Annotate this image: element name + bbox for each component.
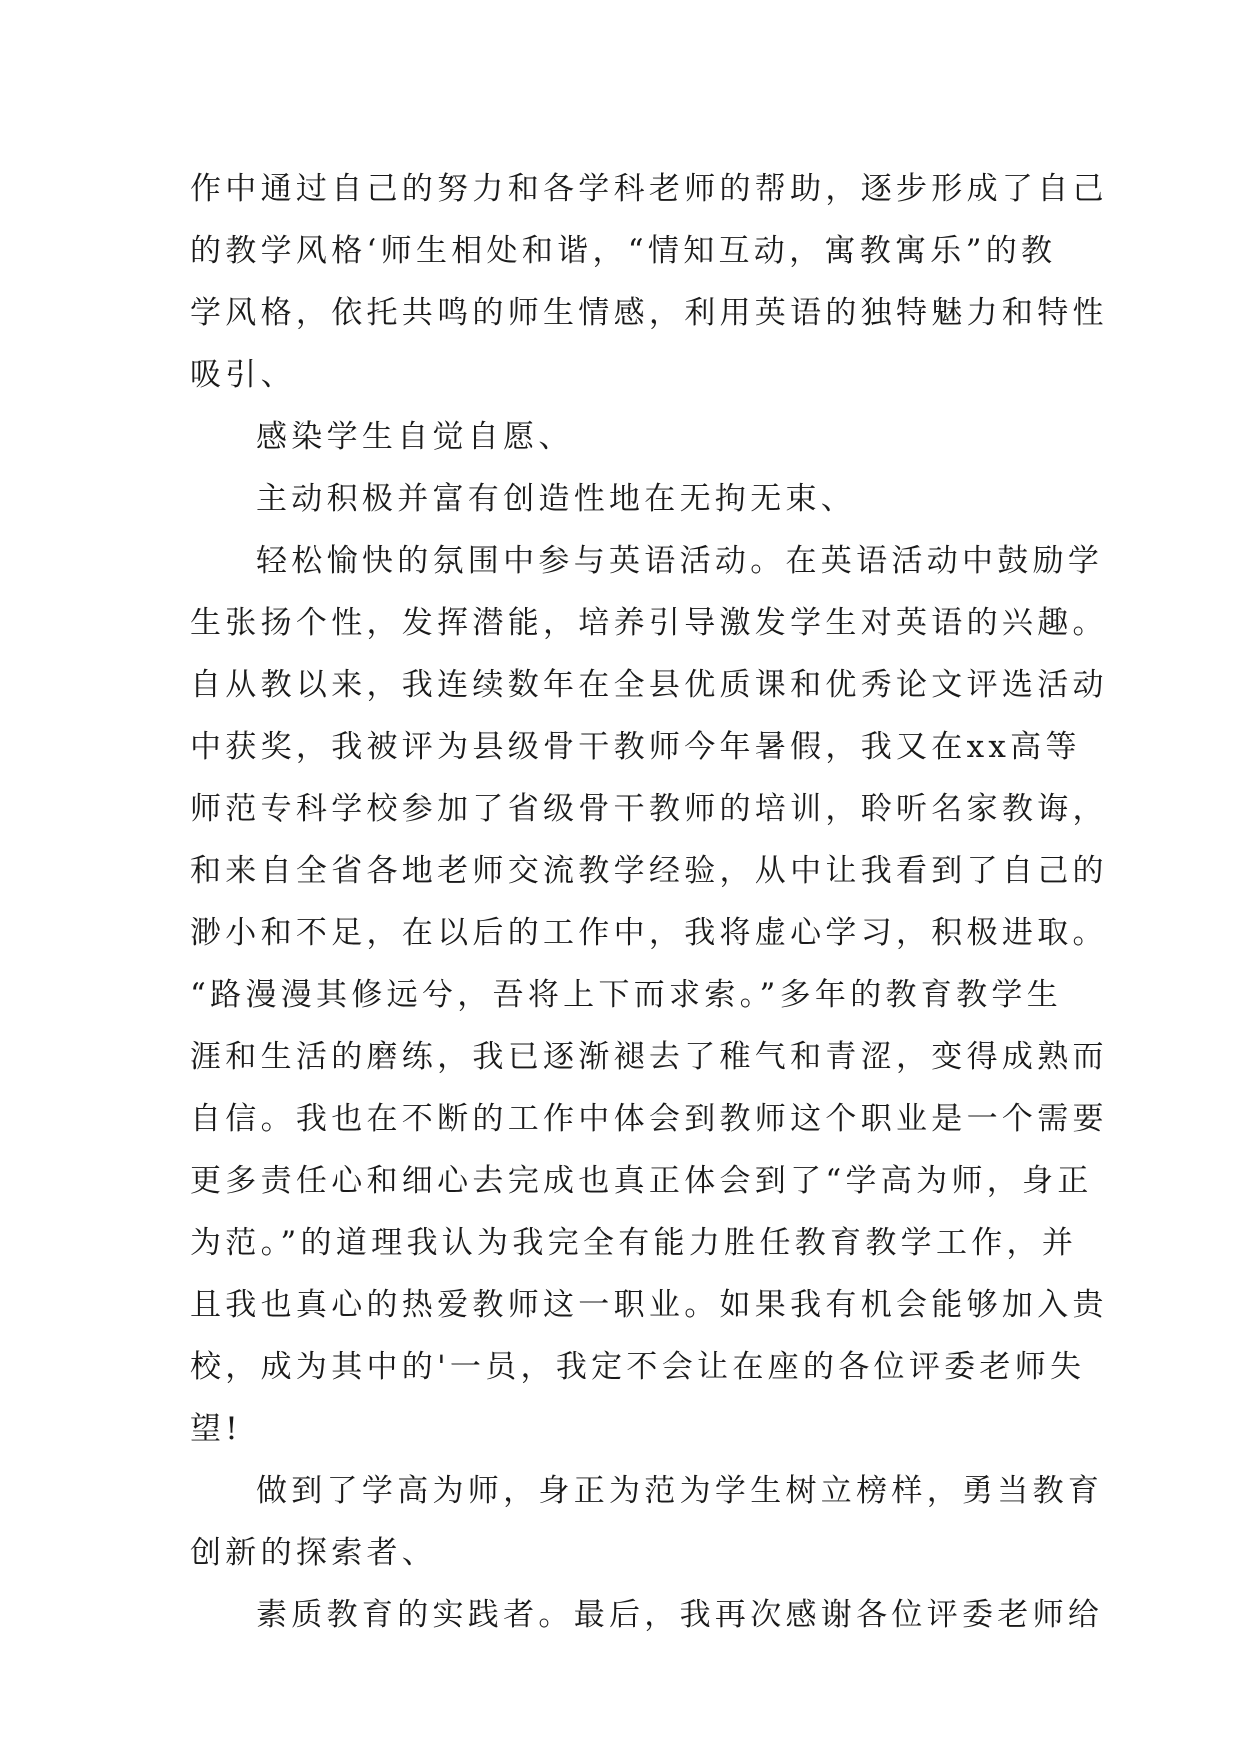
text-line: 渺小和不足，在以后的工作中，我将虚心学习，积极进取。 [190,915,1108,951]
text-line: 学风格，依托共鸣的师生情感，利用英语的独特魅力和特性 [190,295,1108,331]
text-line: 自从教以来，我连续数年在全县优质课和优秀论文评选活动 [190,667,1108,703]
text-line: 作中通过自己的努力和各学科老师的帮助，逐步形成了自己 [190,171,1108,207]
text-line: 为范。”的道理我认为我完全有能力胜任教育教学工作，并 [190,1225,1078,1261]
text-line: 轻松愉快的氛围中参与英语活动。在英语活动中鼓励学 [256,543,1104,579]
text-line: 且我也真心的热爱教师这一职业。如果我有机会能够加入贵 [190,1287,1108,1323]
text-line: “路漫漫其修远兮，吾将上下而求索。”多年的教育教学生 [190,977,1062,1013]
text-line: 主动积极并富有创造性地在无拘无束、 [256,481,857,517]
text-line: 更多责任心和细心去完成也真正体会到了“学高为师，身正 [190,1163,1093,1199]
text-line: 中获奖，我被评为县级骨干教师今年暑假，我又在xx高等 [190,729,1081,765]
text-line: 师范专科学校参加了省级骨干教师的培训，聆听名家教诲， [190,791,1108,827]
text-line: 吸引、 [190,357,296,393]
text-line: 创新的探索者、 [190,1535,438,1571]
text-line: 感染学生自觉自愿、 [256,419,574,455]
text-line: 生张扬个性，发挥潜能，培养引导激发学生对英语的兴趣。 [190,605,1108,641]
text-line: 做到了学高为师，身正为范为学生树立榜样，勇当教育 [256,1473,1104,1509]
text-line: 素质教育的实践者。最后，我再次感谢各位评委老师给 [256,1597,1104,1633]
text-line: 自信。我也在不断的工作中体会到教师这个职业是一个需要 [190,1101,1108,1137]
text-line: 望! [190,1411,243,1447]
text-line: 的教学风格‘师生相处和谐，“情知互动，寓教寓乐”的教 [190,233,1057,269]
text-line: 涯和生活的磨练，我已逐渐褪去了稚气和青涩，变得成熟而 [190,1039,1108,1075]
document-body [190,158,1108,1646]
text-line: 校，成为其中的'一员，我定不会让在座的各位评委老师失 [190,1349,1086,1385]
text-line: 和来自全省各地老师交流教学经验，从中让我看到了自己的 [190,853,1108,889]
